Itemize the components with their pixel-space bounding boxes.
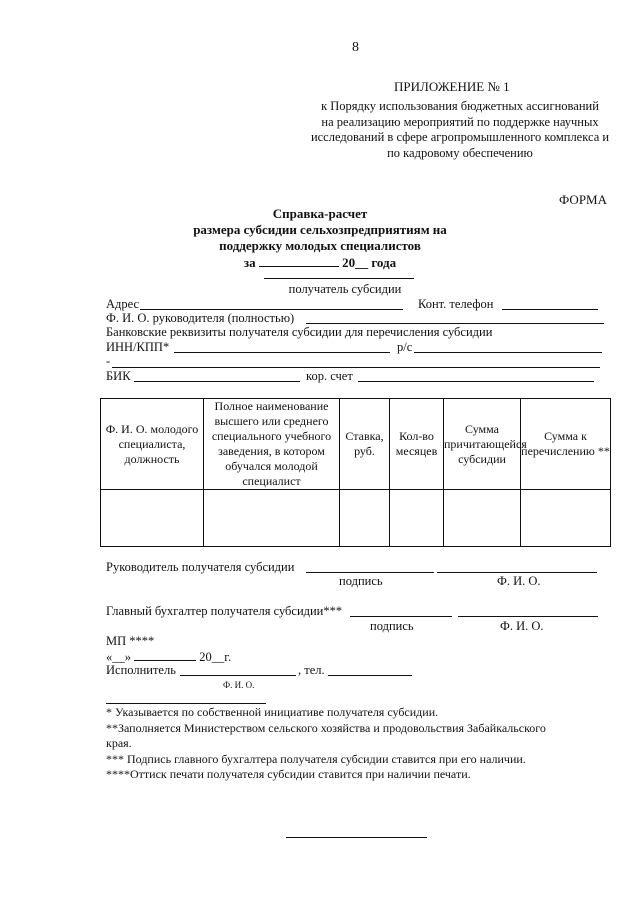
table-cell[interactable] [101,490,204,547]
accountant-sign-caption: подпись [370,619,414,633]
document-heading [150,206,490,271]
footnote: ****Оттиск печати получателя субсидии ставится при наличии печати. [106,767,471,781]
corr-line[interactable] [358,381,594,382]
footnote-separator [106,703,266,704]
footnotes [106,705,546,783]
account-label: р/с [397,340,413,354]
bik-label: БИК [106,369,131,383]
footnote: * Указывается по собственной инициативе получателя субсидии. [106,705,439,719]
inn-label: ИНН/КПП* [106,340,170,354]
heading-line: поддержку молодых специалистов [219,238,421,253]
head-sign-caption: подпись [339,574,383,588]
period-prefix: за [243,255,256,270]
subsidy-table [100,398,611,547]
col-header-rate: Ставка, руб. [340,399,390,490]
accountant-fio-line[interactable] [458,616,598,617]
bottom-rule [286,837,427,838]
accountant-fio-caption: Ф. И. О. [500,619,544,633]
footnote: края. [106,736,132,750]
executor-tel-label: , тел. [298,663,325,677]
inn-line[interactable] [174,352,390,353]
table-cell[interactable] [444,490,521,547]
appendix-line: по кадровому обеспечению [387,145,533,160]
phone-line[interactable] [502,309,598,310]
form-label: ФОРМА [559,192,607,207]
table-cell[interactable] [521,490,611,547]
appendix-line: к Порядку использования бюджетных ассигнований [321,99,599,113]
executor-line[interactable] [180,675,296,676]
appendix-text [290,99,630,161]
col-header-due: Сумма причитающейся субсидии [444,399,521,490]
head-sign-line[interactable] [306,572,434,573]
executor-tel-line[interactable] [328,675,412,676]
accountant-signature-label: Главный бухгалтер получателя субсидии*** [106,604,343,618]
page-number: 8 [352,40,359,55]
footnote: *** Подпись главного бухгалтера получателя субсидии ставится при его наличии. [106,751,526,766]
extra-line[interactable] [112,367,600,368]
head-signature-label: Руководитель получателя субсидии [106,560,295,574]
table-cell[interactable] [390,490,444,547]
bik-line[interactable] [134,381,300,382]
table-cell[interactable] [204,490,340,547]
executor-fio-caption: Ф. И. О. [223,680,255,690]
appendix-line: исследований в сфере агропромышленного комплекса и [310,130,610,144]
recipient-line [264,278,414,279]
head-fio-caption: Ф. И. О. [497,574,541,588]
head-name-line[interactable] [306,323,604,324]
period-blank [259,254,339,267]
col-header-months: Кол-во месяцев [390,399,444,490]
heading-line: размера субсидии сельхозпредприятиям на [193,222,447,237]
table-header-row [101,399,611,490]
col-header-institution: Полное наименование высшего или среднего специального учебного заведения, в котором обучался молодой специалист [204,399,340,490]
bank-details-label: Банковские реквизиты получателя субсидии для перечисления субсидии [106,325,493,339]
accountant-sign-line[interactable] [350,616,452,617]
account-line[interactable] [414,352,602,353]
table-cell[interactable] [340,490,390,547]
date-month-line[interactable] [134,648,196,661]
heading-period [150,254,490,271]
appendix-title: ПРИЛОЖЕНИЕ № 1 [394,79,510,94]
phone-label: Конт. телефон [418,297,494,311]
table-row [101,490,611,547]
date-year[interactable]: 20__г. [199,650,232,664]
executor-label: Исполнитель [106,663,176,677]
address-label: Адрес [106,297,140,311]
recipient-caption: получатель субсидии [288,282,402,296]
date-day[interactable]: «__» [106,650,131,664]
period-year: 20__ года [342,255,397,270]
corr-label: кор. счет [306,369,353,383]
heading-line: Справка-расчет [272,206,368,221]
col-header-transfer: Сумма к перечислению ** [521,399,611,490]
footnote: **Заполняется Министерством сельского хозяйства и продовольствия Забайкальского [106,720,546,735]
stamp-place: МП **** [106,634,155,648]
address-line[interactable] [140,309,403,310]
head-name-label: Ф. И. О. руководителя (полностью) [106,311,295,325]
dash-mark: - [106,354,111,368]
col-header-name: Ф. И. О. молодого специалиста, должность [101,399,204,490]
head-fio-line[interactable] [437,572,597,573]
appendix-line: на реализацию мероприятий по поддержке научных [321,114,599,129]
